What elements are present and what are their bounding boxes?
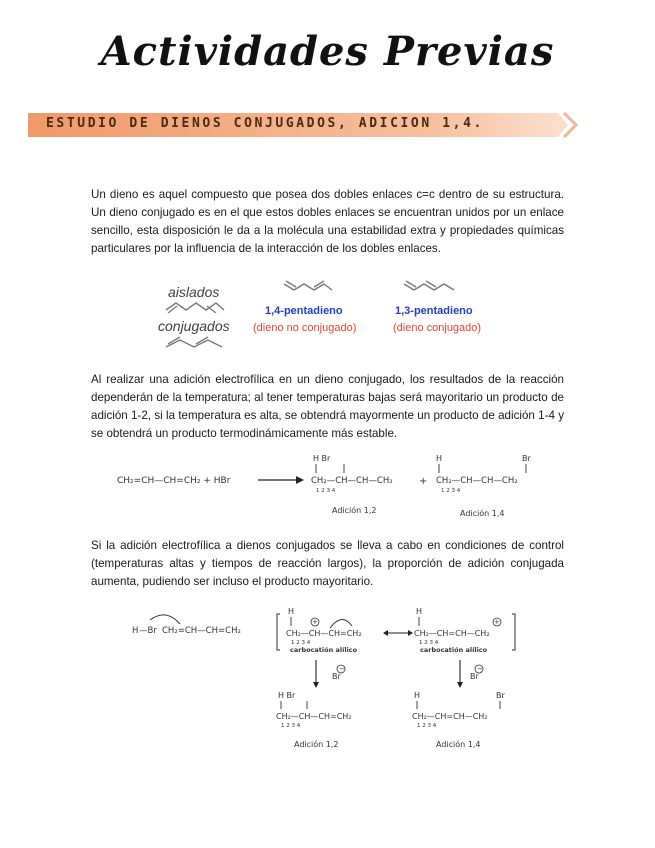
mech-product14-h: H (414, 691, 421, 700)
down-arrow-right (457, 660, 463, 688)
mech-caption-addition-12: Adición 1,2 (294, 740, 339, 749)
pentadiene-1-3-note: (dieno conjugado) (393, 322, 482, 334)
product14-chain: CH₂—CH—CH—CH₂ (436, 476, 518, 486)
resonance-arrow (383, 630, 413, 636)
mech-product12-substituents: H Br (278, 691, 296, 700)
down-arrow-left (313, 660, 319, 688)
isolated-label: aislados (168, 284, 220, 300)
cation1-h: H (288, 607, 295, 616)
h-br-bond: —Br (139, 626, 157, 636)
cation1-label: carbocatión alílico (290, 646, 358, 654)
cation2-positive-charge: + (494, 618, 500, 626)
bromide-right: Br (470, 672, 479, 681)
product12-substituents: H Br (313, 454, 331, 463)
product14-h: H (436, 454, 443, 463)
cation2-label: carbocatión alílico (420, 646, 488, 654)
product14-numbers: 1 2 3 4 (441, 488, 461, 494)
mech-product14-chain: CH₂—CH=CH—CH₂ (412, 712, 488, 721)
paragraph-diene-definition: Un dieno es aquel compuesto que posea dos dobles enlaces c=c dentro de su estructura. Un dieno conjugado es en el que estos dobles enlaces se encuentran unidos por un enlace sencillo, esta disposición le da a la molécula una estabilidad extra y propiedades químicas particulares por la influencia de la interacción de los dobles enlaces. (91, 188, 564, 255)
bromide-left: Br (332, 672, 341, 681)
mech-product14-numbers: 1 2 3 4 (417, 723, 437, 729)
caption-addition-14: Adición 1,4 (460, 509, 505, 518)
reactant-formula: CH₂=CH—CH=CH₂ + HBr (117, 476, 231, 486)
banner-text: ESTUDIO DE DIENOS CONJUGADOS, ADICION 1,4. (46, 116, 484, 131)
proton-h: H (132, 626, 139, 636)
pentadiene-1-4-name: 1,4-pentadieno (265, 305, 343, 317)
pentadiene-1-4-note: (dieno no conjugado) (253, 322, 357, 334)
curved-arrow-pi-to-h (150, 615, 180, 624)
cation2-h: H (416, 607, 423, 616)
cation1-numbers: 1 2 3 4 (291, 640, 311, 646)
product14-br: Br (522, 454, 531, 463)
pentadiene-1-3-name: 1,3-pentadieno (395, 305, 473, 317)
conjugated-label: conjugados (158, 318, 230, 334)
caption-addition-12: Adición 1,2 (332, 506, 377, 515)
curved-arrow-resonance (330, 619, 352, 628)
page-title: Actividades Previas (100, 28, 555, 75)
cation2-numbers: 1 2 3 4 (419, 640, 439, 646)
product12-chain: CH₂—CH—CH—CH₂ (311, 476, 393, 486)
cation1-positive-charge: + (312, 618, 318, 626)
cation1-chain: CH₂—CH—CH=CH₂ (286, 629, 362, 638)
mech-product12-numbers: 1 2 3 4 (281, 723, 301, 729)
mech-product12-chain: CH₂—CH—CH=CH₂ (276, 712, 352, 721)
paragraph-thermodynamic-control: Si la adición electrofílica a dienos conjugados se lleva a cabo en condiciones de control (temperaturas altas y tiempos de reacción largos), la proporción de adición conjugada aumenta, pudiendo ser incluso el producto mayoritario. (91, 539, 564, 588)
bromide-right-charge: − (477, 665, 483, 673)
plus-sign: + (419, 476, 428, 487)
paragraph-temperature-effect: Al realizar una adición electrofílica en un dieno conjugado, los resultados de la reacción dependerán de la temperatura; al tener temperaturas bajas será mayoritario un producto de adición 1-2, si la temperatura es alta, se obtendrá mayormente un producto de adición 1-4 y se obtendrá un producto termodinámicamente más estable. (91, 373, 564, 440)
product12-numbers: 1 2 3 4 (316, 488, 336, 494)
mech-product14-br: Br (496, 691, 505, 700)
mech-caption-addition-14: Adición 1,4 (436, 740, 481, 749)
bromide-left-charge: − (339, 665, 345, 673)
mechanism-diene: CH₂=CH—CH=CH₂ (162, 626, 241, 636)
cation2-chain: CH₂—CH=CH—CH₂ (414, 629, 490, 638)
